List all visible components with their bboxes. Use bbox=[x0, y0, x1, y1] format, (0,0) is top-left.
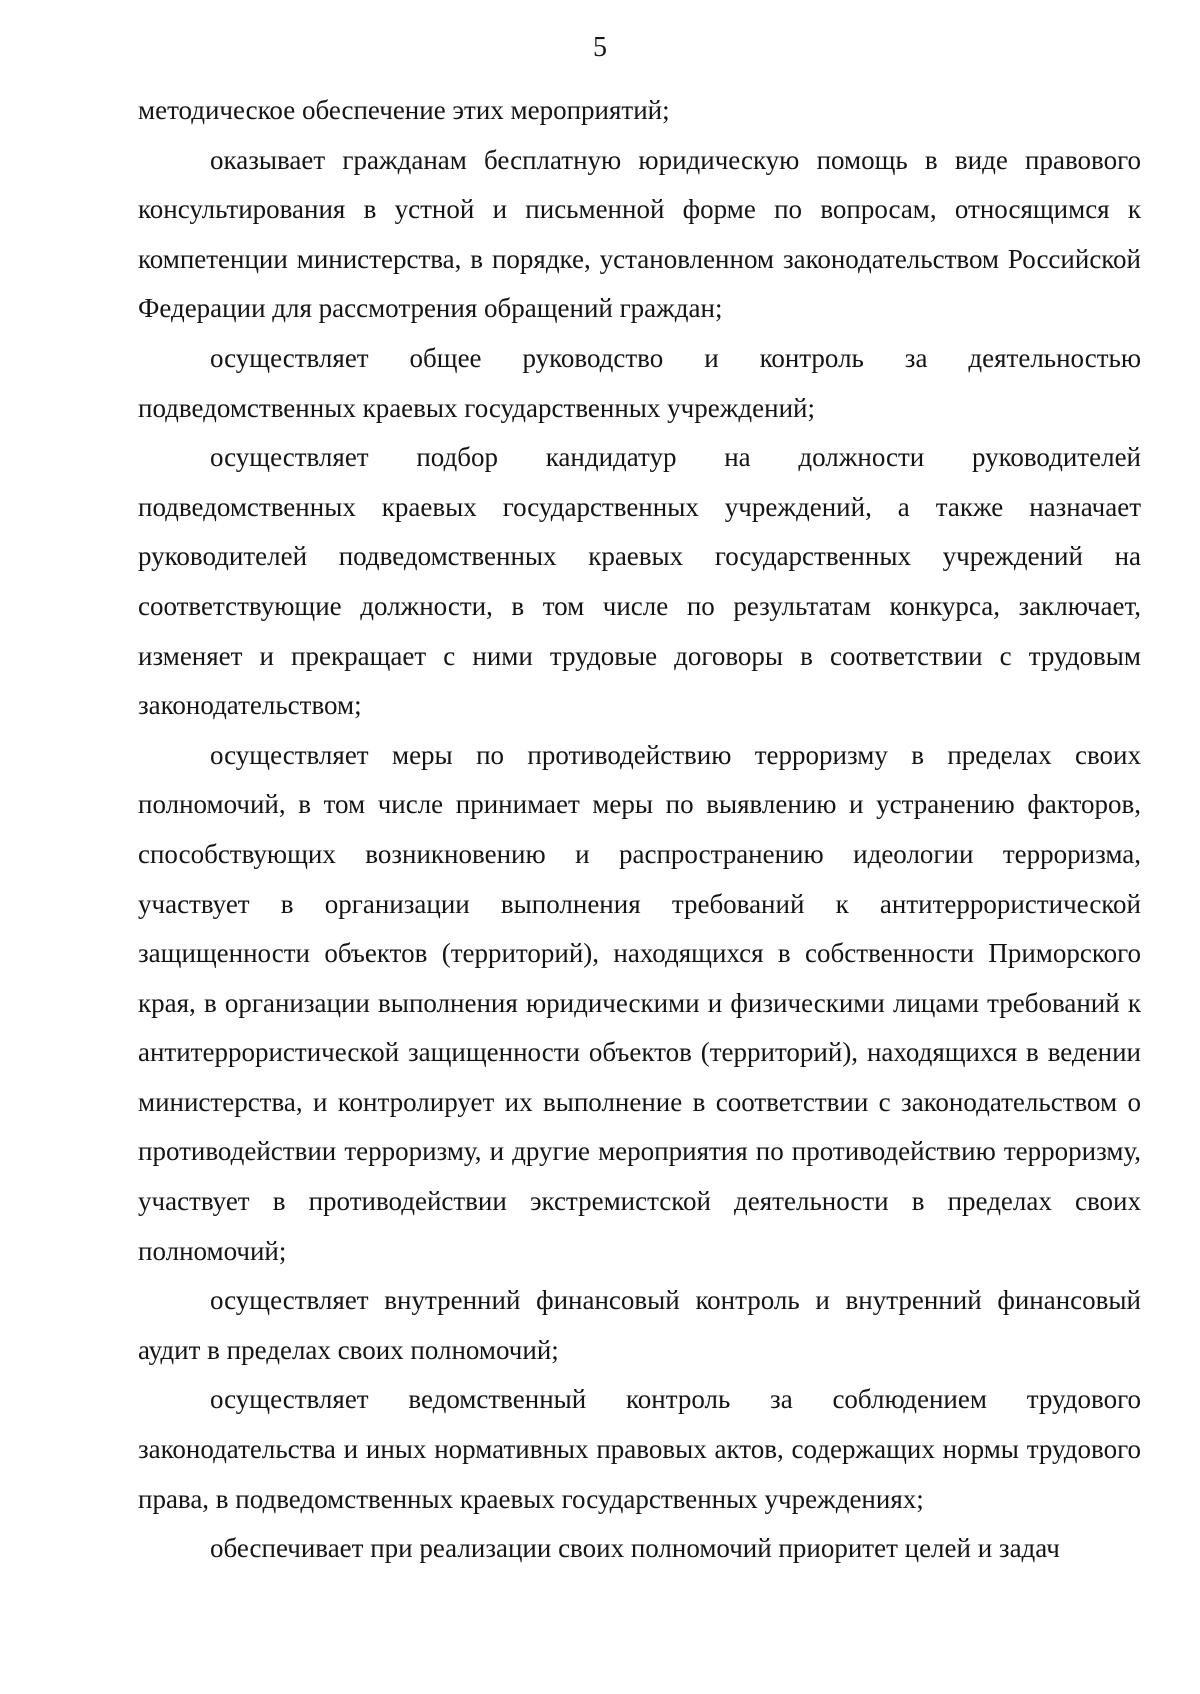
paragraph-priority-goals: обеспечивает при реализации своих полномочий приоритет целей и задач bbox=[210, 1533, 1060, 1564]
paragraph-legal-aid: оказывает гражданам бесплатную юридическую помощь в виде правового консультирования в устной и письменной форме по вопросам, относящимся к компетенции министерства, в порядке, установленном законодательством Российской Федерации для рассмотрения обращений граждан; bbox=[138, 144, 1141, 324]
paragraph-labor-control: осуществляет ведомственный контроль за соблюдением трудового законодательства и иных нормативных правовых актов, содержащих нормы трудового права, в подведомственных краевых государственных учреждениях; bbox=[138, 1384, 1141, 1514]
document-body bbox=[138, 86, 1141, 1574]
paragraph-candidate-selection: осуществляет подбор кандидатур на должности руководителей подведомственных краевых государственных учреждений, а также назначает руководителей подведомственных краевых государственных учреждений на соответствующие должности, в том числе по результатам конкурса, заключает, изменяет и прекращает с ними трудовые договоры в соответствии с трудовым законодательством; bbox=[138, 442, 1141, 721]
paragraph-counter-terrorism: осуществляет меры по противодействию терроризму в пределах своих полномочий, в том числе принимает меры по выявлению и устранению факторов, способствующих возникновению и распространению идеологии терроризма, участвует в организации выполнения требований к антитеррористической защищенности объектов (территорий), находящихся в собственности Приморского края, в организации выполнения юридическими и физическими лицами требований к антитеррористической защищенности объектов (территорий), находящихся в ведении министерства, и контролирует их выполнение в соответствии с законодательством о противодействии терроризму, и другие мероприятия по противодействию терроризму, участвует в противодействии экстремистской деятельности в пределах своих полномочий; bbox=[138, 739, 1141, 1266]
paragraph-general-management: осуществляет общее руководство и контроль за деятельностью подведомственных краевых государственных учреждений; bbox=[138, 342, 1141, 423]
paragraph-financial-control: осуществляет внутренний финансовый контроль и внутренний финансовый аудит в пределах своих полномочий; bbox=[138, 1285, 1141, 1365]
paragraph-continuation: методическое обеспечение этих мероприятий; bbox=[138, 95, 670, 125]
page-number: 5 bbox=[593, 32, 607, 63]
